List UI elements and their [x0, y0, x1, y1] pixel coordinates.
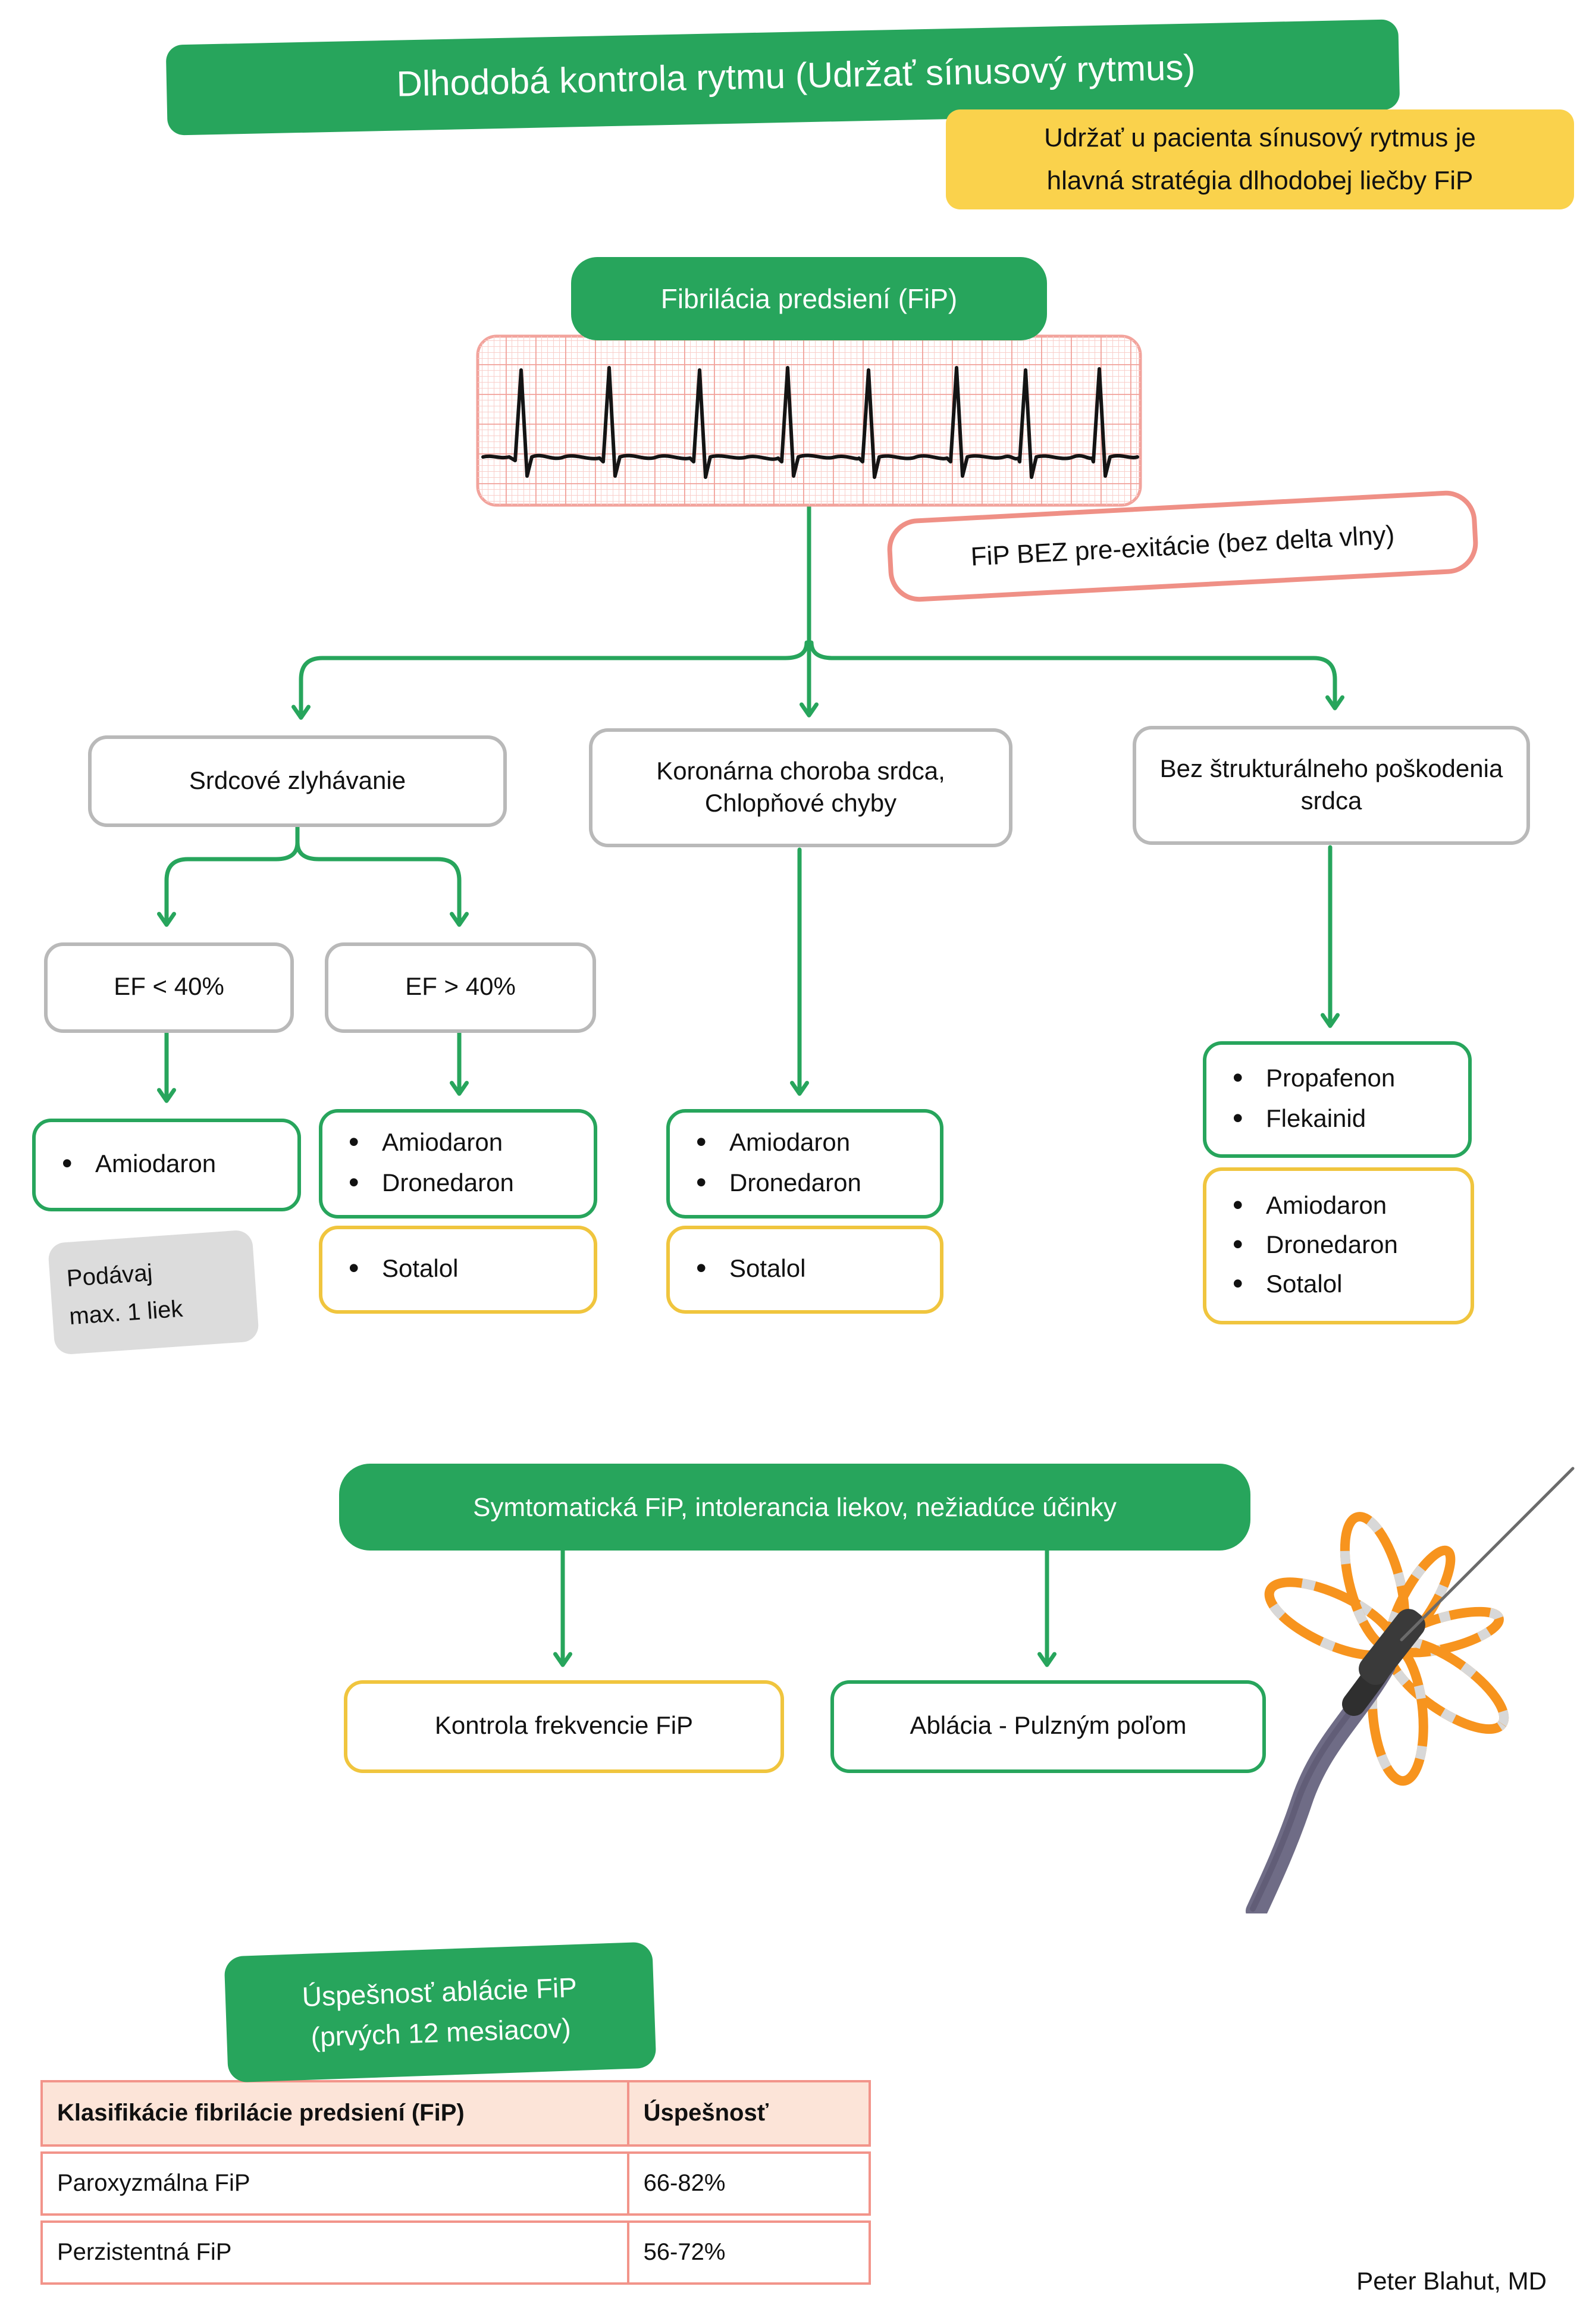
drug-list	[339, 1255, 458, 1284]
drug-item: • Amiodaron	[52, 1151, 216, 1179]
drug-list	[1223, 1192, 1398, 1300]
drugs-ef-high-first-line	[319, 1109, 597, 1219]
table-header-row	[40, 2080, 871, 2147]
ecg-strip	[476, 334, 1142, 507]
drug-list	[1223, 1066, 1395, 1134]
ablation-catheter-illustration	[1211, 1461, 1580, 1913]
drugs-no-structural-second-line	[1203, 1167, 1474, 1324]
page-title: Dlhodobá kontrola rytmu (Udržať sínusový rytmus)	[166, 19, 1400, 135]
arrow-root-to-no-structural	[811, 643, 1335, 707]
ecg-caption-no-preexcitation: FiP BEZ pre-exitácie (bez delta vlny)	[886, 489, 1479, 603]
drug-item: • Sotalol	[339, 1255, 458, 1284]
cell-classification: Perzistentná FiP	[40, 2220, 627, 2285]
ablation-success-table	[40, 2075, 871, 2289]
note-max-one-drug	[48, 1229, 259, 1355]
drug-list	[52, 1151, 216, 1179]
arrow-hf-to-ef-high	[297, 827, 459, 923]
banner-symptomatic-fip: Symtomatická FiP, intolerancia liekov, nežiadúce účinky	[339, 1464, 1250, 1551]
drug-item: • Dronedaron	[339, 1169, 514, 1198]
ecg-grid-major	[476, 334, 1142, 507]
branch-coronary-valve-disease: Koronárna choroba srdca, Chlopňové chyby	[589, 728, 1012, 847]
drug-list	[686, 1130, 861, 1198]
cell-classification: Paroxyzmálna FiP	[40, 2151, 627, 2216]
table-row-persistent	[40, 2220, 871, 2285]
note-max-line2: max. 1 liek	[68, 1296, 184, 1330]
badge-ablation-success	[224, 1942, 657, 2083]
drug-item: • Sotalol	[1223, 1271, 1398, 1299]
node-ef-above-40: EF > 40%	[325, 942, 596, 1033]
badge-line2: (prvých 12 mesiacov)	[310, 2012, 572, 2053]
drugs-coronary-first-line	[666, 1109, 943, 1219]
table-header-classification: Klasifikácie fibrilácie predsiení (FiP)	[40, 2080, 627, 2147]
node-ef-below-40: EF < 40%	[44, 942, 294, 1033]
drug-list	[339, 1130, 514, 1198]
drug-item: • Amiodaron	[686, 1130, 861, 1158]
arrow-root-to-heart-failure	[301, 643, 807, 716]
drug-item: • Amiodaron	[339, 1130, 514, 1158]
drug-item: • Flekainid	[1223, 1105, 1395, 1133]
root-node-atrial-fibrillation: Fibrilácia predsiení (FiP)	[571, 257, 1047, 340]
badge-line1: Úspešnosť ablácie FiP	[301, 1971, 578, 2012]
strategy-note-line2: hlavná stratégia dlhodobej liečby FiP	[1046, 165, 1474, 195]
drug-item: • Propafenon	[1223, 1066, 1395, 1094]
drugs-no-structural-first-line	[1203, 1041, 1472, 1158]
drug-item: • Dronedaron	[686, 1169, 861, 1198]
cell-success-rate: 66-82%	[627, 2151, 871, 2216]
drug-item: • Dronedaron	[1223, 1232, 1398, 1260]
table-header-success: Úspešnosť	[627, 2080, 871, 2147]
drugs-ef-high-second-line	[319, 1226, 597, 1314]
drug-list	[686, 1255, 805, 1284]
branch-no-structural-damage: Bez štrukturálneho poškodenia srdca	[1133, 726, 1530, 845]
cell-success-rate: 56-72%	[627, 2220, 871, 2285]
node-pulsed-field-ablation: Ablácia - Pulzným poľom	[830, 1680, 1266, 1773]
drug-item: • Sotalol	[686, 1255, 805, 1284]
table-row-paroxysmal	[40, 2151, 871, 2216]
branch-heart-failure: Srdcové zlyhávanie	[88, 735, 507, 827]
author-signature: Peter Blahut, MD	[1356, 2268, 1547, 2295]
strategy-note-line1: Udržať u pacienta sínusový rytmus je	[1044, 123, 1476, 153]
strategy-note	[946, 109, 1574, 209]
note-max-line1: Podávaj	[65, 1260, 153, 1293]
node-rate-control: Kontrola frekvencie FiP	[344, 1680, 784, 1773]
drugs-coronary-second-line	[666, 1226, 943, 1314]
drug-item: • Amiodaron	[1223, 1192, 1398, 1221]
arrow-hf-to-ef-low	[167, 827, 297, 923]
drugs-ef-low-first-line	[32, 1119, 301, 1211]
